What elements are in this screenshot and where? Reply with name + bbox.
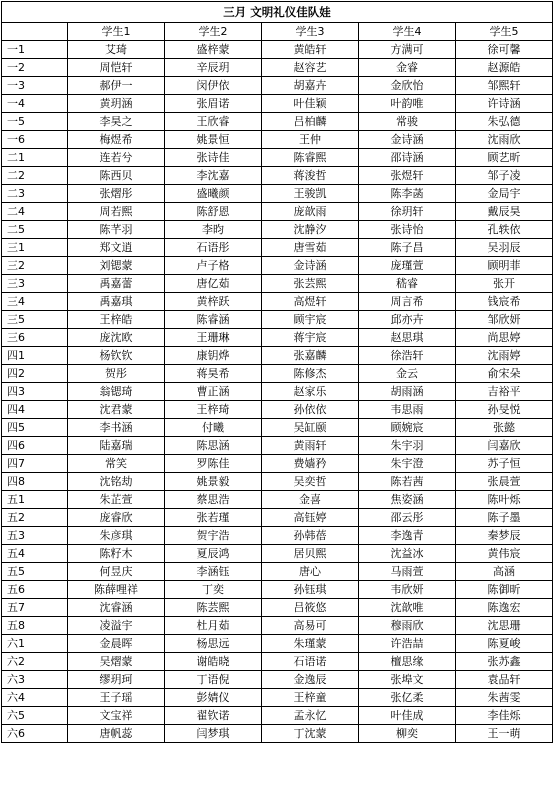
- table-row: [2, 275, 553, 293]
- class-cell: 六1: [2, 635, 68, 653]
- student-name-cell: 黄梓跃: [165, 293, 262, 311]
- student-name-cell: 赵源皓: [456, 59, 553, 77]
- class-cell: 一4: [2, 95, 68, 113]
- student-name-cell: 蒋昊希: [165, 365, 262, 383]
- student-name-cell: 金云: [359, 365, 456, 383]
- student-name-cell: 王一萌: [456, 725, 553, 743]
- student-name-cell: 顾艺昕: [456, 149, 553, 167]
- header-cell-student-3: 学生3: [262, 23, 359, 41]
- student-name-cell: 邹子凌: [456, 167, 553, 185]
- student-name-cell: 赵思琪: [359, 329, 456, 347]
- student-name-cell: 张诗怡: [359, 221, 456, 239]
- student-name-cell: 李逸青: [359, 527, 456, 545]
- student-name-cell: 姚景恒: [165, 131, 262, 149]
- student-name-cell: 居贝熙: [262, 545, 359, 563]
- student-name-cell: 蒋宇宸: [262, 329, 359, 347]
- student-name-cell: 缪玥珂: [68, 671, 165, 689]
- student-name-cell: 陈舒恩: [165, 203, 262, 221]
- student-name-cell: 朱彦琪: [68, 527, 165, 545]
- student-name-cell: 陈若茜: [359, 473, 456, 491]
- table-row: [2, 725, 553, 743]
- student-name-cell: 张若瑾: [165, 509, 262, 527]
- table-row: [2, 527, 553, 545]
- table-row: [2, 59, 553, 77]
- table-row: [2, 563, 553, 581]
- student-name-cell: 沈益冰: [359, 545, 456, 563]
- class-cell: 二4: [2, 203, 68, 221]
- student-name-cell: 连若兮: [68, 149, 165, 167]
- student-name-cell: 付曦: [165, 419, 262, 437]
- student-name-cell: 张埠文: [359, 671, 456, 689]
- student-name-cell: 方满可: [359, 41, 456, 59]
- class-cell: 三3: [2, 275, 68, 293]
- student-name-cell: 文宝祥: [68, 707, 165, 725]
- student-name-cell: 贺宇浩: [165, 527, 262, 545]
- student-name-cell: 柳奕: [359, 725, 456, 743]
- student-name-cell: 唐心: [262, 563, 359, 581]
- title-row: [2, 2, 553, 23]
- student-name-cell: 孟永忆: [262, 707, 359, 725]
- student-name-cell: 檀思缘: [359, 653, 456, 671]
- student-name-cell: 梅煜希: [68, 131, 165, 149]
- class-cell: 四1: [2, 347, 68, 365]
- student-name-cell: 陈西贝: [68, 167, 165, 185]
- student-name-cell: 苏子恒: [456, 455, 553, 473]
- student-name-cell: 张煜轩: [359, 167, 456, 185]
- table-row: [2, 473, 553, 491]
- student-name-cell: 丁奕: [165, 581, 262, 599]
- class-cell: 一3: [2, 77, 68, 95]
- table-row: [2, 509, 553, 527]
- student-name-cell: 高易可: [262, 617, 359, 635]
- table-row: [2, 41, 553, 59]
- student-name-cell: 丁语倪: [165, 671, 262, 689]
- student-name-cell: 蔡思浩: [165, 491, 262, 509]
- student-name-cell: 王梓童: [262, 689, 359, 707]
- header-row: [2, 23, 553, 41]
- table-row: [2, 545, 553, 563]
- student-name-cell: 闵伊依: [165, 77, 262, 95]
- student-name-cell: 李书涵: [68, 419, 165, 437]
- student-name-cell: 沈君蒙: [68, 401, 165, 419]
- student-name-cell: 周恺轩: [68, 59, 165, 77]
- table-row: [2, 329, 553, 347]
- student-name-cell: 闫梦琪: [165, 725, 262, 743]
- class-cell: 四6: [2, 437, 68, 455]
- student-name-cell: 蒋浚哲: [262, 167, 359, 185]
- student-name-cell: 赵家乐: [262, 383, 359, 401]
- student-name-cell: 夏辰鸿: [165, 545, 262, 563]
- student-name-cell: 陈睿熙: [262, 149, 359, 167]
- class-cell: 一6: [2, 131, 68, 149]
- student-name-cell: 袁品轩: [456, 671, 553, 689]
- student-name-cell: 陈子墨: [456, 509, 553, 527]
- table-row: [2, 581, 553, 599]
- student-name-cell: 朱芷萱: [68, 491, 165, 509]
- student-name-cell: 黄伟宸: [456, 545, 553, 563]
- student-name-cell: 金逸辰: [262, 671, 359, 689]
- table-title: 三月 文明礼仪佳队娃: [2, 2, 553, 23]
- class-cell: 五2: [2, 509, 68, 527]
- student-name-cell: 金局宇: [456, 185, 553, 203]
- class-cell: 六2: [2, 653, 68, 671]
- student-name-cell: 朱宇羽: [359, 437, 456, 455]
- student-name-cell: 艾琦: [68, 41, 165, 59]
- student-name-cell: 郝伊一: [68, 77, 165, 95]
- student-name-cell: 胡雨涵: [359, 383, 456, 401]
- student-name-cell: 吴羽辰: [456, 239, 553, 257]
- class-cell: 四3: [2, 383, 68, 401]
- table-row: [2, 617, 553, 635]
- class-cell: 五8: [2, 617, 68, 635]
- table-row: [2, 365, 553, 383]
- student-name-cell: 邱亦卉: [359, 311, 456, 329]
- class-cell: 五3: [2, 527, 68, 545]
- student-name-cell: 唐亿茹: [165, 275, 262, 293]
- student-name-cell: 杨思远: [165, 635, 262, 653]
- student-name-cell: 焦姿涵: [359, 491, 456, 509]
- student-name-cell: 许诗涵: [456, 95, 553, 113]
- student-name-cell: 王梓琦: [165, 401, 262, 419]
- student-name-cell: 陈睿涵: [165, 311, 262, 329]
- student-name-cell: 顾宇宸: [262, 311, 359, 329]
- student-name-cell: 赵容艺: [262, 59, 359, 77]
- student-name-cell: 王梓皓: [68, 311, 165, 329]
- student-name-cell: 翁锶琦: [68, 383, 165, 401]
- student-name-cell: 石语诺: [262, 653, 359, 671]
- header-cell-student-1: 学生1: [68, 23, 165, 41]
- header-cell-student-2: 学生2: [165, 23, 262, 41]
- student-name-cell: 金睿: [359, 59, 456, 77]
- student-name-cell: 朱弘德: [456, 113, 553, 131]
- student-name-cell: 邵诗涵: [359, 149, 456, 167]
- class-cell: 六5: [2, 707, 68, 725]
- student-name-cell: 顾明菲: [456, 257, 553, 275]
- class-cell: 六6: [2, 725, 68, 743]
- student-name-cell: 何昱庆: [68, 563, 165, 581]
- student-name-cell: 陈修杰: [262, 365, 359, 383]
- class-cell: 四8: [2, 473, 68, 491]
- class-cell: 三6: [2, 329, 68, 347]
- student-name-cell: 王子瑶: [68, 689, 165, 707]
- student-name-cell: 庞睿欣: [68, 509, 165, 527]
- table-row: [2, 653, 553, 671]
- table-row: [2, 185, 553, 203]
- student-name-cell: 谢皓晓: [165, 653, 262, 671]
- student-name-cell: 金晨晖: [68, 635, 165, 653]
- student-name-cell: 陈薛哩祥: [68, 581, 165, 599]
- student-name-cell: 张眉诺: [165, 95, 262, 113]
- class-cell: 四4: [2, 401, 68, 419]
- class-cell: 六4: [2, 689, 68, 707]
- student-name-cell: 沈铭劫: [68, 473, 165, 491]
- class-cell: 三5: [2, 311, 68, 329]
- table-row: [2, 95, 553, 113]
- student-name-cell: 张芸熙: [262, 275, 359, 293]
- table-row: [2, 401, 553, 419]
- student-name-cell: 陈籽木: [68, 545, 165, 563]
- student-name-cell: 邹熙轩: [456, 77, 553, 95]
- table-row: [2, 293, 553, 311]
- student-name-cell: 庞瑾萱: [359, 257, 456, 275]
- header-cell-class: [2, 23, 68, 41]
- student-name-cell: 叶佳成: [359, 707, 456, 725]
- student-name-cell: 丁沈蒙: [262, 725, 359, 743]
- student-name-cell: 孙旻悦: [456, 401, 553, 419]
- student-name-cell: 盛梓蒙: [165, 41, 262, 59]
- class-cell: 三4: [2, 293, 68, 311]
- student-name-cell: 高钰婷: [262, 509, 359, 527]
- student-name-cell: 戴辰昊: [456, 203, 553, 221]
- student-name-cell: 庞歆雨: [262, 203, 359, 221]
- student-name-cell: 许浩喆: [359, 635, 456, 653]
- class-cell: 六3: [2, 671, 68, 689]
- table-row: [2, 599, 553, 617]
- student-name-cell: 辛辰玥: [165, 59, 262, 77]
- student-name-cell: 沈雨欣: [456, 131, 553, 149]
- student-name-cell: 吕柏麟: [262, 113, 359, 131]
- student-name-cell: 张苏鑫: [456, 653, 553, 671]
- student-name-cell: 钱宸希: [456, 293, 553, 311]
- student-name-cell: 秦梦辰: [456, 527, 553, 545]
- student-name-cell: 孙钰琪: [262, 581, 359, 599]
- table-row: [2, 491, 553, 509]
- table-row: [2, 239, 553, 257]
- student-name-cell: 彭婧仪: [165, 689, 262, 707]
- student-name-cell: 高涵: [456, 563, 553, 581]
- student-name-cell: 李昀: [165, 221, 262, 239]
- student-name-cell: 李涵钰: [165, 563, 262, 581]
- student-name-cell: 郑文逍: [68, 239, 165, 257]
- student-name-cell: 吴奕哲: [262, 473, 359, 491]
- student-name-cell: 张亿柔: [359, 689, 456, 707]
- class-cell: 二2: [2, 167, 68, 185]
- student-name-cell: 嵇睿: [359, 275, 456, 293]
- table-row: [2, 383, 553, 401]
- student-name-cell: 朱宇澄: [359, 455, 456, 473]
- student-name-cell: 陈李菡: [359, 185, 456, 203]
- student-name-cell: 胡嘉卉: [262, 77, 359, 95]
- student-name-cell: 尚思婷: [456, 329, 553, 347]
- table-body: [2, 2, 553, 743]
- header-cell-student-5: 学生5: [456, 23, 553, 41]
- student-name-cell: 沈思珊: [456, 617, 553, 635]
- header-cell-student-4: 学生4: [359, 23, 456, 41]
- student-name-cell: 杜月茹: [165, 617, 262, 635]
- student-name-cell: 曹正涵: [165, 383, 262, 401]
- table-row: [2, 707, 553, 725]
- table-row: [2, 347, 553, 365]
- class-cell: 四5: [2, 419, 68, 437]
- class-cell: 五5: [2, 563, 68, 581]
- student-name-cell: 王仲: [262, 131, 359, 149]
- student-name-cell: 常笑: [68, 455, 165, 473]
- class-cell: 三1: [2, 239, 68, 257]
- student-name-cell: 金诗涵: [359, 131, 456, 149]
- student-name-cell: 沈静汐: [262, 221, 359, 239]
- table-row: [2, 113, 553, 131]
- student-name-cell: 杨钦钦: [68, 347, 165, 365]
- student-name-cell: 顾婉宸: [359, 419, 456, 437]
- student-name-cell: 吉裕平: [456, 383, 553, 401]
- student-name-cell: 陆嘉瑞: [68, 437, 165, 455]
- student-name-cell: 唐帆蕊: [68, 725, 165, 743]
- student-name-cell: 陈叶烁: [456, 491, 553, 509]
- table-row: [2, 131, 553, 149]
- student-name-cell: 李沈嘉: [165, 167, 262, 185]
- class-cell: 五7: [2, 599, 68, 617]
- student-name-cell: 吴缸颐: [262, 419, 359, 437]
- student-name-cell: 黄皓轩: [262, 41, 359, 59]
- student-name-cell: 王珊琳: [165, 329, 262, 347]
- student-name-cell: 沈雨婷: [456, 347, 553, 365]
- student-name-cell: 沈歆唯: [359, 599, 456, 617]
- student-name-cell: 庞沈欧: [68, 329, 165, 347]
- student-name-cell: 闫嘉欣: [456, 437, 553, 455]
- student-name-cell: 金喜: [262, 491, 359, 509]
- class-cell: 一2: [2, 59, 68, 77]
- table-row: [2, 635, 553, 653]
- class-cell: 二5: [2, 221, 68, 239]
- student-name-cell: 陈御昕: [456, 581, 553, 599]
- table-row: [2, 437, 553, 455]
- student-name-cell: 周言希: [359, 293, 456, 311]
- student-name-cell: 吴熠蒙: [68, 653, 165, 671]
- student-name-cell: 韦欣妍: [359, 581, 456, 599]
- student-name-cell: 翟钦诺: [165, 707, 262, 725]
- student-name-cell: 张诗佳: [165, 149, 262, 167]
- student-name-cell: 穆雨欣: [359, 617, 456, 635]
- student-name-cell: 徐浩轩: [359, 347, 456, 365]
- student-name-cell: 叶韵唯: [359, 95, 456, 113]
- student-name-cell: 张懿: [456, 419, 553, 437]
- class-cell: 四7: [2, 455, 68, 473]
- student-name-cell: 罗陈佳: [165, 455, 262, 473]
- student-name-cell: 盛曦颜: [165, 185, 262, 203]
- student-name-cell: 陈逸宏: [456, 599, 553, 617]
- student-name-cell: 陈夏峻: [456, 635, 553, 653]
- student-name-cell: 叶佳颖: [262, 95, 359, 113]
- class-cell: 一5: [2, 113, 68, 131]
- student-name-cell: 卢子格: [165, 257, 262, 275]
- table-row: [2, 689, 553, 707]
- student-name-cell: 刘锶蒙: [68, 257, 165, 275]
- student-name-cell: 沈睿涵: [68, 599, 165, 617]
- student-name-cell: 黄雨轩: [262, 437, 359, 455]
- student-name-cell: 凌溢宇: [68, 617, 165, 635]
- table-row: [2, 257, 553, 275]
- student-name-cell: 徐可馨: [456, 41, 553, 59]
- student-name-cell: 费嫱矜: [262, 455, 359, 473]
- student-name-cell: 张熠彤: [68, 185, 165, 203]
- class-cell: 三2: [2, 257, 68, 275]
- student-name-cell: 吕筱悠: [262, 599, 359, 617]
- student-name-cell: 王骏凯: [262, 185, 359, 203]
- student-name-cell: 邵云彤: [359, 509, 456, 527]
- student-name-cell: 孔轶依: [456, 221, 553, 239]
- table-row: [2, 419, 553, 437]
- table-row: [2, 221, 553, 239]
- class-cell: 五4: [2, 545, 68, 563]
- student-name-cell: 邹欣妍: [456, 311, 553, 329]
- class-cell: 四2: [2, 365, 68, 383]
- student-name-cell: 王欣睿: [165, 113, 262, 131]
- table-row: [2, 455, 553, 473]
- student-name-cell: 孙依依: [262, 401, 359, 419]
- student-name-cell: 张嘉麟: [262, 347, 359, 365]
- class-cell: 二1: [2, 149, 68, 167]
- student-name-cell: 陈子昌: [359, 239, 456, 257]
- student-name-cell: 李昊之: [68, 113, 165, 131]
- student-name-cell: 朱茜雯: [456, 689, 553, 707]
- table-row: [2, 671, 553, 689]
- student-name-cell: 常骏: [359, 113, 456, 131]
- table-row: [2, 149, 553, 167]
- student-name-cell: 马雨萱: [359, 563, 456, 581]
- student-name-cell: 高煜轩: [262, 293, 359, 311]
- student-name-cell: 唐雪茹: [262, 239, 359, 257]
- student-name-cell: 黄玥涵: [68, 95, 165, 113]
- table-row: [2, 203, 553, 221]
- student-name-cell: 姚景毅: [165, 473, 262, 491]
- student-name-cell: 李佳烁: [456, 707, 553, 725]
- student-name-cell: 陈芸熙: [165, 599, 262, 617]
- table-row: [2, 167, 553, 185]
- student-name-cell: 金诗涵: [262, 257, 359, 275]
- student-name-cell: 康钥烨: [165, 347, 262, 365]
- student-name-cell: 禹嘉蕾: [68, 275, 165, 293]
- class-cell: 二3: [2, 185, 68, 203]
- student-name-cell: 徐玥轩: [359, 203, 456, 221]
- student-name-cell: 陈思涵: [165, 437, 262, 455]
- student-name-cell: 周若熙: [68, 203, 165, 221]
- class-cell: 五6: [2, 581, 68, 599]
- student-name-cell: 贺彤: [68, 365, 165, 383]
- student-name-cell: 张开: [456, 275, 553, 293]
- table-row: [2, 77, 553, 95]
- honor-roll-table: [1, 1, 553, 743]
- student-name-cell: 石语彤: [165, 239, 262, 257]
- student-name-cell: 陈芊羽: [68, 221, 165, 239]
- student-name-cell: 孙韩蓓: [262, 527, 359, 545]
- class-cell: 五1: [2, 491, 68, 509]
- student-name-cell: 金欣怡: [359, 77, 456, 95]
- student-name-cell: 禹嘉琪: [68, 293, 165, 311]
- student-name-cell: 俞宋朵: [456, 365, 553, 383]
- student-name-cell: 张晨萱: [456, 473, 553, 491]
- table-row: [2, 311, 553, 329]
- student-name-cell: 朱瑾蒙: [262, 635, 359, 653]
- student-name-cell: 韦思雨: [359, 401, 456, 419]
- class-cell: 一1: [2, 41, 68, 59]
